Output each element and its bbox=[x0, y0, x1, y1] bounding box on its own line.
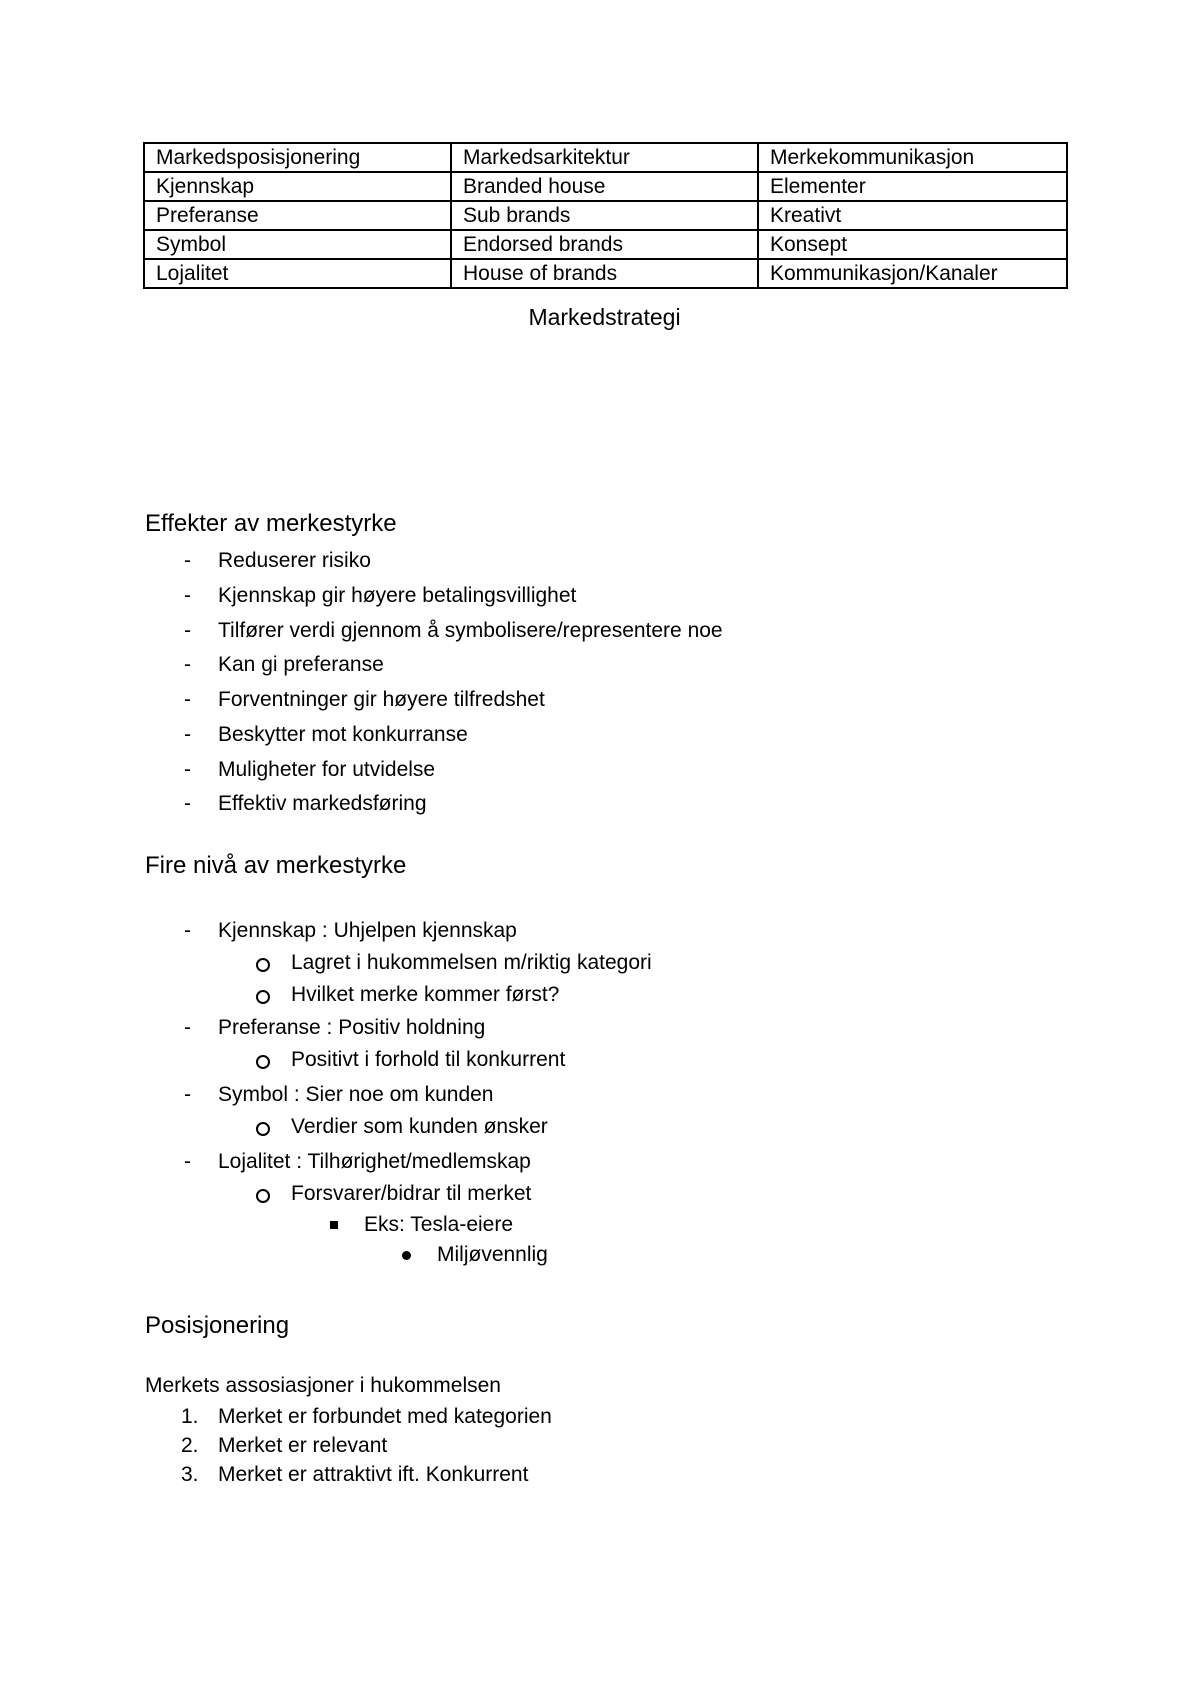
sub-list-item: Lagret i hukommelsen m/riktig kategori bbox=[291, 951, 652, 974]
table-cell: Kreativt bbox=[758, 201, 1067, 230]
numbered-item: Merket er relevant bbox=[218, 1434, 388, 1457]
table-row bbox=[144, 143, 1067, 172]
list-item: Preferanse : Positiv holdning bbox=[218, 1016, 486, 1039]
dash-marker: - bbox=[184, 653, 191, 676]
sub-list-item: Positivt i forhold til konkurrent bbox=[291, 1048, 566, 1071]
dash-marker: - bbox=[184, 758, 191, 781]
numbered-item: Merket er forbundet med kategorien bbox=[218, 1405, 552, 1428]
number-marker: 3. bbox=[181, 1463, 199, 1486]
table-cell: Kommunikasjon/Kanaler bbox=[758, 259, 1067, 288]
table-cell: Symbol bbox=[144, 230, 451, 259]
list-item: Beskytter mot konkurranse bbox=[218, 723, 468, 746]
table-cell: Lojalitet bbox=[144, 259, 451, 288]
table-row bbox=[144, 201, 1067, 230]
list-item: Kjennskap gir høyere betalingsvillighet bbox=[218, 584, 577, 607]
dash-marker: - bbox=[184, 1150, 191, 1173]
table-cell: Elementer bbox=[758, 172, 1067, 201]
number-marker: 1. bbox=[181, 1405, 199, 1428]
strategy-table bbox=[143, 142, 1068, 289]
number-marker: 2. bbox=[181, 1434, 199, 1457]
numbered-item: Merket er attraktivt ift. Konkurrent bbox=[218, 1463, 529, 1486]
dash-marker: - bbox=[184, 792, 191, 815]
list-item: Muligheter for utvidelse bbox=[218, 758, 436, 781]
circle-bullet-icon bbox=[256, 1055, 270, 1069]
sub-list-item: Forsvarer/bidrar til merket bbox=[291, 1182, 532, 1205]
dash-marker: - bbox=[184, 584, 191, 607]
list-item: Reduserer risiko bbox=[218, 549, 371, 572]
table-cell: Markedsposisjonering bbox=[144, 143, 451, 172]
subheading: Merkets assosiasjoner i hukommelsen bbox=[145, 1374, 501, 1397]
dot-bullet-icon bbox=[402, 1251, 411, 1260]
circle-bullet-icon bbox=[256, 1189, 270, 1203]
dash-marker: - bbox=[184, 1016, 191, 1039]
list-item: Forventninger gir høyere tilfredshet bbox=[218, 688, 545, 711]
circle-bullet-icon bbox=[256, 1122, 270, 1136]
table-cell: Branded house bbox=[451, 172, 758, 201]
table-cell: Konsept bbox=[758, 230, 1067, 259]
table-cell: Preferanse bbox=[144, 201, 451, 230]
table-row bbox=[144, 259, 1067, 288]
square-bullet-icon bbox=[330, 1221, 338, 1229]
dash-marker: - bbox=[184, 549, 191, 572]
sub-sub-list-item: Eks: Tesla-eiere bbox=[364, 1213, 514, 1236]
table-cell: House of brands bbox=[451, 259, 758, 288]
list-item: Lojalitet : Tilhørighet/medlemskap bbox=[218, 1150, 531, 1173]
section-heading-posisjonering: Posisjonering bbox=[145, 1312, 290, 1339]
dash-marker: - bbox=[184, 619, 191, 642]
circle-bullet-icon bbox=[256, 958, 270, 972]
sub-list-item: Verdier som kunden ønsker bbox=[291, 1115, 548, 1138]
list-item: Tilfører verdi gjennom å symbolisere/representere noe bbox=[218, 619, 723, 642]
list-item: Kan gi preferanse bbox=[218, 653, 384, 676]
section-heading-fire-niva: Fire nivå av merkestyrke bbox=[145, 852, 407, 879]
table-cell: Kjennskap bbox=[144, 172, 451, 201]
table-cell: Merkekommunikasjon bbox=[758, 143, 1067, 172]
list-item: Kjennskap : Uhjelpen kjennskap bbox=[218, 919, 517, 942]
list-item: Symbol : Sier noe om kunden bbox=[218, 1083, 494, 1106]
dash-marker: - bbox=[184, 723, 191, 746]
sub-sub-sub-list-item: Miljøvennlig bbox=[437, 1243, 548, 1266]
sub-list-item: Hvilket merke kommer først? bbox=[291, 983, 560, 1006]
table-cell: Endorsed brands bbox=[451, 230, 758, 259]
table-row bbox=[144, 172, 1067, 201]
table-cell: Sub brands bbox=[451, 201, 758, 230]
table-row bbox=[144, 230, 1067, 259]
list-item: Effektiv markedsføring bbox=[218, 792, 427, 815]
dash-marker: - bbox=[184, 1083, 191, 1106]
dash-marker: - bbox=[184, 688, 191, 711]
table-cell: Markedsarkitektur bbox=[451, 143, 758, 172]
table-caption: Markedstrategi bbox=[528, 304, 681, 330]
section-heading-effekter: Effekter av merkestyrke bbox=[145, 510, 397, 537]
circle-bullet-icon bbox=[256, 990, 270, 1004]
dash-marker: - bbox=[184, 919, 191, 942]
